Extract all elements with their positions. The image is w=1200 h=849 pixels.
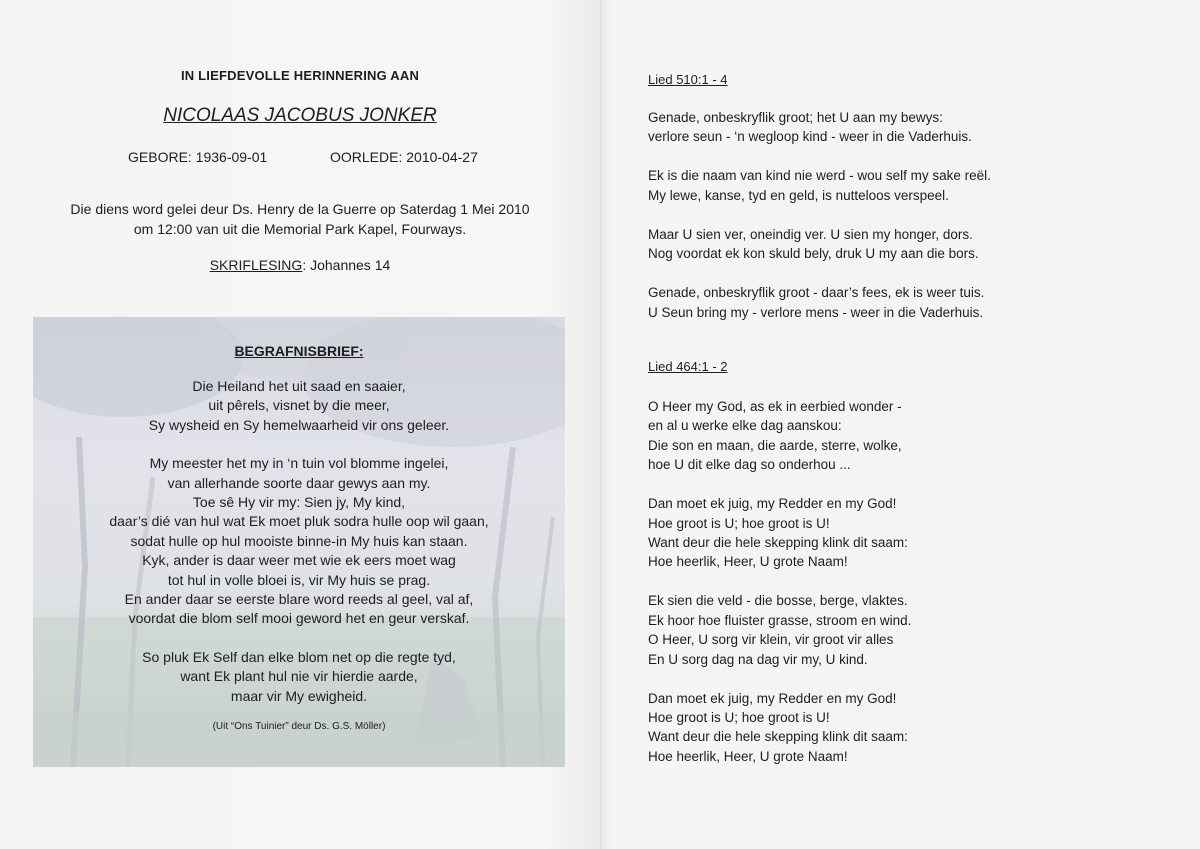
hymn-line: Ek hoor hoe fluister grasse, stroom en wind. [648,612,912,628]
poem-line: daar’s dié van hul wat Ek moet pluk sodra hulle oop wil gaan, [109,513,489,530]
hymn-stanza [648,108,991,147]
poem-line: Kyk, ander is daar weer met wie ek eers moet wag [142,552,456,569]
hymn-line: Dan moet ek juig, my Redder en my God! [648,690,897,706]
poem-line: tot hul in volle bloei is, vir My huis se prag. [167,571,431,588]
poem-line: voordat die blom self mooi geword het en geur verskaf. [128,610,470,627]
right-page [600,0,1200,849]
poem-line: My meester het my in ‘n tuin vol blomme ingelei, [149,455,449,472]
hymn-line: Genade, onbeskryflik groot - daar’s fees, ek is weer tuis. [648,285,985,301]
poem-line: sodat hulle op hul mooiste binne-in My huis kan staan. [130,532,468,549]
hymn-line: Hoe groot is U; hoe groot is U! [648,710,830,726]
service-details [0,199,600,239]
hymn-line: verlore seun - ‘n wegloop kind - weer in die Vaderhuis. [648,129,972,145]
memorial-heading: IN LIEFDEVOLLE HERINNERING AAN [180,68,420,83]
hymn-title: Lied 464:1 - 2 [648,359,728,374]
poem-stanza [33,648,565,706]
hymn-line: My lewe, kanse, tyd en geld, is nutteloos verspeel. [648,187,949,203]
poem-credit: (Uit “Ons Tuinier” deur Ds. G.S. Möller) [212,721,386,732]
hymn-stanza [648,225,991,264]
hymn-stanza [648,689,911,767]
hymn-stanza [648,591,911,669]
hymn-line: Hoe heerlik, Heer, U grote Naam! [648,748,848,764]
hymn-line: Maar U sien ver, oneindig ver. U sien my honger, dors. [648,226,973,242]
hymn-stanza [648,397,911,475]
service-line: Die diens word gelei deur Ds. Henry de la Guerre op Saterdag 1 Mei 2010 [70,201,530,217]
poem-line: Toe sê Hy vir my: Sien jy, My kind, [192,494,406,511]
hymn-line: Hoe heerlik, Heer, U grote Naam! [648,554,848,570]
hymn-line: O Heer my God, as ek in eerbied wonder - [648,399,902,414]
letter-poem [33,377,565,725]
hymn-line: Want deur die hele skepping klink dit saam: [648,535,908,551]
hymn-line: En U sorg dag na dag vir my, U kind. [648,651,868,667]
death-date: OORLEDE: 2010-04-27 [330,149,478,165]
poem-line: want Ek plant hul nie vir hierdie aarde, [180,668,418,685]
service-line: om 12:00 van uit die Memorial Park Kapel, Fourways. [133,221,467,237]
birth-date: GEBORE: 1936-09-01 [128,149,268,165]
scripture-separator: : [302,257,307,273]
poem-stanza [33,454,565,629]
poem-line: maar vir My ewigheid. [230,687,368,704]
hymn-stanza [648,166,991,205]
hymn-line: Ek sien die veld - die bosse, berge, vlaktes. [648,593,908,609]
hymn-line: U Seun bring my - verlore mens - weer in die Vaderhuis. [648,304,984,320]
poem-line: uit pêrels, visnet by die meer, [208,397,390,414]
poem-line: So pluk Ek Self dan elke blom net op die regte tyd, [142,648,456,665]
poem-line: Sy wysheid en Sy hemelwaarheid vir ons geleer. [148,416,450,433]
funeral-letter-box [33,317,565,767]
hymn-stanza [648,494,911,572]
hymn-line: Ek is die naam van kind nie werd - wou self my sake reël. [648,168,991,184]
scripture-value: Johannes 14 [306,257,391,273]
hymn-line: O Heer, U sorg vir klein, vir groot vir alles [648,632,894,648]
poem-line: En ander daar se eerste blare word reeds al geel, val af, [124,591,474,608]
poem-stanza [33,377,565,435]
hymn-464-lyrics [648,397,911,786]
scripture-label: SKRIFLESING [209,257,303,273]
hymn-line: Nog voordat ek kon skuld bely, druk U my aan die bors. [648,246,979,262]
hymn-line: Hoe groot is U; hoe groot is U! [648,515,830,531]
hymn-line: Dan moet ek juig, my Redder en my God! [648,496,897,512]
hymn-line: Genade, onbeskryflik groot; het U aan my bewys: [648,110,943,125]
hymn-line: Die son en maan, die aarde, sterre, wolke, [648,437,902,453]
hymn-510-lyrics [648,108,991,342]
letter-title: BEGRAFNISBRIEF: [234,343,364,359]
hymn-line: en al u werke elke dag aanskou: [648,418,842,434]
poem-line: van allerhande soorte daar gewys aan my. [167,474,431,491]
hymn-line: hoe U dit elke dag so onderhou ... [648,457,851,473]
poem-line: Die Heiland het uit saad en saaier, [192,378,406,394]
hymn-title: Lied 510:1 - 4 [648,72,728,87]
hymn-line: Want deur die hele skepping klink dit saam: [648,729,908,745]
scripture-reading [0,257,600,273]
hymn-stanza [648,283,991,322]
deceased-name: NICOLAAS JACOBUS JONKER [163,105,437,126]
